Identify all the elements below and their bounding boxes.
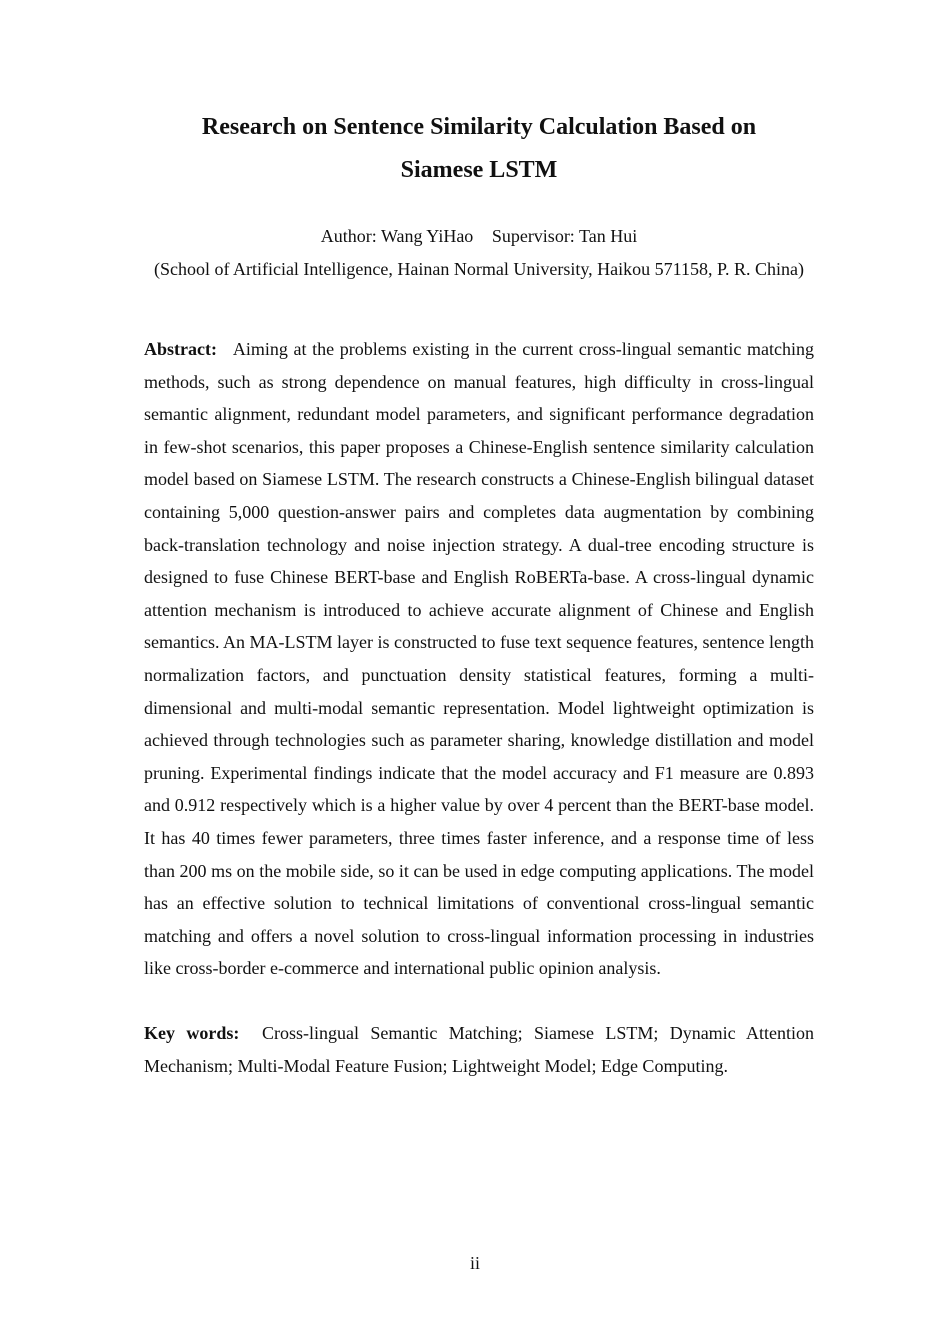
abstract-label: Abstract: [144,339,217,359]
paper-title-line-1: Research on Sentence Similarity Calculation Based on [201,114,757,140]
paper-title [120,106,838,192]
author-name: Wang YiHao [380,226,474,246]
author-label: Author: [320,226,377,246]
keywords-section [144,1017,814,1083]
keywords-text: Cross-lingual Semantic Matching; Siamese LSTM; Dynamic Attention Mechanism; Multi-Modal Feature Fusion; Lightweight Model; Edge Computing. [144,1023,815,1076]
supervisor-label: Supervisor: [491,226,575,246]
abstract-section [144,333,814,985]
paper-title-line-2: Siamese LSTM [400,157,558,183]
keywords-label: Key words: [144,1023,240,1043]
supervisor-name: Tan Hui [579,226,638,246]
abstract-text: Aiming at the problems existing in the current cross-lingual semantic matching methods, such as strong dependence on manual features, high difficulty in cross-lingual semantic alignment, redundant model parameters, and significant performance degradation in few-shot scenarios, this paper proposes a Chinese-English sentence similarity calculation model based on Siamese LSTM. The research constructs a Chinese-English bilingual dataset containing 5,000 question-answer pairs and completes data augmentation by combining back-translation technology and noise injection strategy. A dual-tree encoding structure is designed to fuse Chinese BERT-base and English RoBERTa-base. A cross-lingual dynamic attention mechanism is introduced to achieve accurate alignment of Chinese and English semantics. An MA-LSTM layer is constructed to fuse text sequence features, sentence length normalization factors, and punctuation density statistical features, forming a multi-dimensional and multi-modal semantic representation. Model lightweight optimization is achieved through technologies such as parameter sharing, knowledge distillation and model pruning. Experimental findings indicate that the model accuracy and F1 measure are 0.893 and 0.912 respectively which is a higher value by over 4 percent than the BERT-base model. It has 40 times fewer parameters, three times faster inference, and a response time of less than 200 ms on the mobile side, so it can be used in edge computing applications. The model has an effective solution to technical limitations of conventional cross-lingual semantic matching and offers a novel solution to cross-lingual information processing in industries like cross-border e-commerce and international public opinion analysis. [144,339,814,979]
author-line [120,221,838,251]
page-number: ii [469,1253,480,1273]
affiliation: (School of Artificial Intelligence, Hainan Normal University, Haikou 571158, P. R. China) [153,259,805,279]
